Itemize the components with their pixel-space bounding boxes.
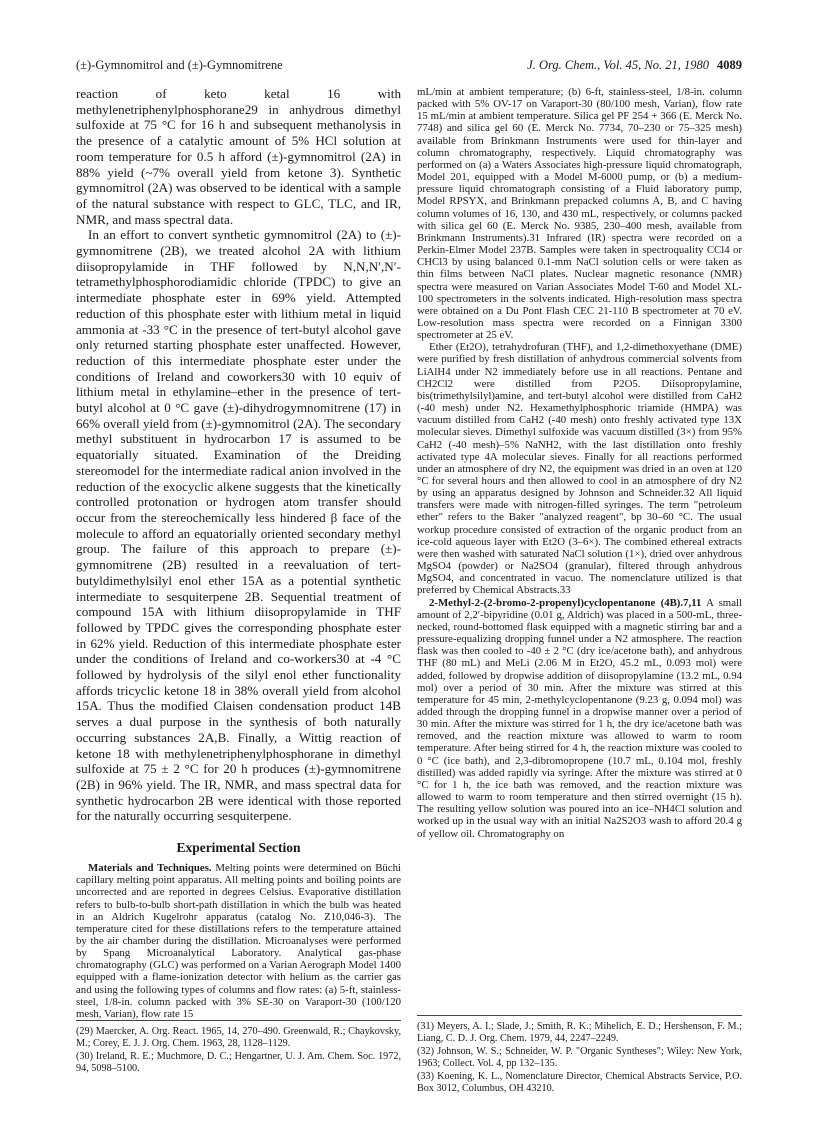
- section-title: Experimental Section: [176, 840, 301, 856]
- footnote-29: (29) Maercker, A. Org. React. 1965, 14, 270–490. Greenwald, R.; Chaykovsky, M.; Corey, E. J. J. Org. Chem. 1963, 28, 1128–1129.: [76, 1026, 401, 1049]
- footnote-30: (30) Ireland, R. E.; Muchmore, D. C.; Hengartner, U. J. Am. Chem. Soc. 1972, 94, 5098–5100.: [76, 1051, 401, 1074]
- results-paragraph-1: reaction of keto ketal 16 with methylenetriphenylphosphorane29 in anhydrous dimethyl sulfoxide at 75 °C for 16 h and subsequent methanolysis in the presence of a catalytic amount of 5% HCl solution at room temperature for 0.5 h afford (±)-gymnomitrol (2A) in 88% yield (~7% overall yield from ketone 3). Synthetic gymnomitrol (2A) was observed to be identical with a sample of the natural substance with respect to GLC, TLC, and IR, NMR, and mass spectral data.: [76, 86, 401, 227]
- compound-4b-paragraph: [417, 597, 742, 840]
- solvents-paragraph: Ether (Et2O), tetrahydrofuran (THF), and 1,2-dimethoxyethane (DME) were purified by fresh distillation of anhydrous commercial solvents from LiAlH4 under N2 immediately before use in all reactions. Pentane and CH2Cl2 were distilled from P2O5. Diisopropylamine, bis(trimethylsilyl)amine, and tert-butyl alcohol were distilled from CaH2 (-40 mesh) under N2. Hexamethylphosphoric triamide (HMPA) was vacuum distilled from CaH2 (-40 mesh) onto freshly activated type 13X molecular sieves. Dimethyl sulfoxide was vacuum distilled (3×) from 95% CaH2 (-40 mesh)–5% NaNH2, with the last distillation onto freshly activated type 4A molecular sieves. Finally for all reactions performed under an atmosphere of dry N2, the equipment was dried in an oven at 120 °C for several hours and then allowed to cool in an atmosphere of dry N2 by using an apparatus designed by Johnson and Schneider.32 All liquid transfers were made with nitrogen-filled syringes. The term "petroleum ether" refers to the Baker "analyzed reagent", bp 30–60 °C. The usual workup procedure consisted of extraction of the organic product from an ice-cold aqueous layer with Et2O (3–6×). The combined ethereal extracts were then washed with saturated NaCl solution (1×), dried over anhydrous MgSO4 (powder) or Na2SO4 (granular), filtered through anhydrous MgSO4, and concentrated in vacuo. The nomenclature utilized is that preferred by Chemical Abstracts.33: [417, 341, 742, 597]
- footnote-32: (32) Johnson, W. S.; Schneider, W. P. "Organic Syntheses"; Wiley: New York, 1963; Collect. Vol. 4, pp 132–135.: [417, 1046, 742, 1069]
- techniques-paragraph-continued: mL/min at ambient temperature; (b) 6-ft, stainless-steel, 1/8-in. column packed with 5% OV-17 on Varaport-30 (80/100 mesh, Varian), flow rate 15 mL/min at ambient temperature. Silica gel PF 254 + 366 (E. Merck No. 7748) and silica gel 60 (E. Merck No. 7734, 70–230 or 75–325 mesh) available from Brinkmann Instruments were used for thin-layer and column chromatography, respectively. Liquid chromatography was performed on (a) a Waters Associates high-pressure liquid chromatograph, Model 201, equipped with a Model M-6000 pump, or (b) a medium-pressure liquid chromatograph consisting of a Fluid laboratory pump, Model RPSYX, and Brinkmann prepacked columns A, B, and C having column volumes of 16, 130, and 430 mL, respectively, or columns packed with silica gel 60 (E. Merck No. 9385, 230–400 mesh, available from Brinkmann Instruments).31 Infrared (IR) spectra were recorded on a Perkin-Elmer Model 237B. Samples were taken in spectroquality CCl4 or CHCl3 by using balanced 0.1-mm NaCl solution cells or were taken as thin films between NaCl plates. Nuclear magnetic resonance (NMR) spectra were measured on Varian Associates Model T-60 and Model XL-100 spectrometers in the solvents indicated. High-resolution mass spectra were obtained on a Du Pont Flash CEC 21-110 B spectrometer at 70 eV. Low-resolution mass spectra were recorded on a Finnigan 3300 spectrometer at 25 eV.: [417, 86, 742, 342]
- materials-heading: Materials and Techniques.: [88, 862, 212, 875]
- footnotes-right: [417, 1015, 742, 1096]
- page-header: [76, 58, 742, 76]
- materials-text: Melting points were determined on Büchi capillary melting point apparatus. All melting points and boiling points are uncorrected and are reported in degrees Celsius. Evaporative distillation refers to bulb-to-bulb short-path distillation in which the bulb was heated in an Aldrich Kugelrohr apparatus (catalog No. Z10,046-3). The temperature cited for these distillations refers to the temperature attained by the air chamber during the distillation. Microanalyses were performed by Spang Microanalytical Laboratory. Analytical gas-phase chromatography (GLC) was performed on a Varian Aerograph Model 1400 equipped with a flame-ionization detector with helium as the carrier gas and using the following types of columns and flow rates: (a) 5-ft, stainless-steel, 1/8-in. column packed with 3% SE-30 on Varaport-30 (100/120 mesh, Varian), flow rate 15: [76, 862, 401, 1020]
- compound-4b-heading: 2-Methyl-2-(2-bromo-2-propenyl)cyclopentanone (4B).7,11: [429, 596, 702, 609]
- materials-paragraph: [76, 862, 401, 1020]
- right-column: [417, 86, 742, 840]
- footnote-31: (31) Meyers, A. I.; Slade, J.; Smith, R. K.; Mihelich, E. D.; Hershenson, F. M.; Liang, C. D. J. Org. Chem. 1979, 44, 2247–2249.: [417, 1021, 742, 1044]
- compound-4b-text: A small amount of 2,2′-bipyridine (0.01 g, Aldrich) was placed in a 500-mL, three-necked, round-bottomed flask equipped with a magnetic stirring bar and a pressure-equalizing dropping funnel under a N2 atmosphere. The reaction flask was then cooled to -40 ± 2 °C (dry ice/acetone bath), and anhydrous THF (80 mL) and MeLi (2.06 M in Et2O, 45.2 mL, 0.093 mol) were added, followed by dropwise addition of diisopropylamine (13.2 mL, 0.94 mol) over a period of 30 min. After the mixture was stirred at this temperature for 45 min, 2-methylcyclopentanone (9.23 g, 0.094 mol) was added through the dropping funnel in a dropwise manner over a period of 30 min. After the mixture was stirred for 1 h, the dry ice/acetone bath was removed, and the reaction mixture was allowed to warm to room temperature. After being stirred for 4 h, the reaction mixture was cooled to 0 °C (ice bath), and 2,3-dibromopropene (10.7 mL, 0.104 mol, freshly distilled) was added rapidly via syringe. After the mixture was stirred at 0 °C for 1 h, the ice bath was removed, and the reaction mixture was allowed to warm to room temperature and then stirred overnight (15 h). The resulting yellow solution was poured into an ice–NH4Cl solution and worked up in the usual way with an initial Na2S2O3 wash to afford 20.4 g of yellow oil. Chromatography on: [417, 596, 742, 840]
- results-paragraph-2: In an effort to convert synthetic gymnomitrol (2A) to (±)-gymnomitrene (2B), we treated alcohol 2A with lithium diisopropylamide in THF followed by N,N,N′,N′-tetramethylphosphorodiamidic chloride (TPDC) to give an intermediate phosphate ester in 69% yield. Attempted reduction of this phosphate ester with lithium metal in liquid ammonia at -33 °C in the presence of tert-butyl alcohol gave only returned starting phosphate ester unaffected. However, reduction of this intermediate phosphate ester under the conditions of Ireland and coworkers30 with 10 equiv of lithium metal in ethylamine–ether in the presence of tert-butyl alcohol at 0 °C gave (±)-dihydrogymnomitrene (17) in 66% overall yield from (±)-gymnomitrol (2A). The secondary methyl substituent in hydrocarbon 17 is assumed to be equatorially situated. Examination of the Dreiding stereomodel for the intermediate radical anion involved in the reduction of the exocyclic alkene suggests that the kinetically controlled protonation or hydrogen atom transfer should occur from the stereochemically less hindered β face of the molecule to afford an equatorially oriented secondary methyl group. The failure of this approach to prepare (±)-gymnomitrene (2B) resulted in a reevaluation of tert-butyldimethylsilyl enol ether 15A as a potential synthetic intermediate to sesquiterpene 2B. Sequential treatment of compound 15A with lithium diisopropylamide in THF followed by TPDC gives the corresponding phosphate ester in 62% yield. Reduction of this intermediate phosphate ester under the conditions of Ireland and co-workers30 at -4 °C followed by hydrolysis of the silyl enol ether functionality affords tricyclic ketone 18 in 38% overall yield from alcohol 15A. Thus the modified Claisen condensation product 14B serves a dual purpose in the synthesis of both naturally occurring substances 2A,B. Finally, a Wittig reaction of ketone 18 with methylenetriphenylphosphorane in dimethyl sulfoxide at 75 ± 2 °C for 20 h produces (±)-gymnomitrene (2B) in 96% yield. The IR, NMR, and mass spectral data for synthetic hydrocarbon 2B were identical with those reported for the naturally occurring sesquiterpene.: [76, 227, 401, 824]
- footnote-33: (33) Koening, K. L., Nomenclature Director, Chemical Abstracts Service, P.O. Box 3012, Columbus, OH 43210.: [417, 1071, 742, 1094]
- journal-citation: [527, 58, 742, 73]
- journal-name: J. Org. Chem., Vol. 45, No. 21, 1980: [527, 58, 709, 72]
- page-number: 4089: [717, 58, 742, 72]
- running-title: (±)-Gymnomitrol and (±)-Gymnomitrene: [76, 58, 283, 72]
- left-column: [76, 86, 401, 1020]
- footnotes-left: [76, 1020, 401, 1076]
